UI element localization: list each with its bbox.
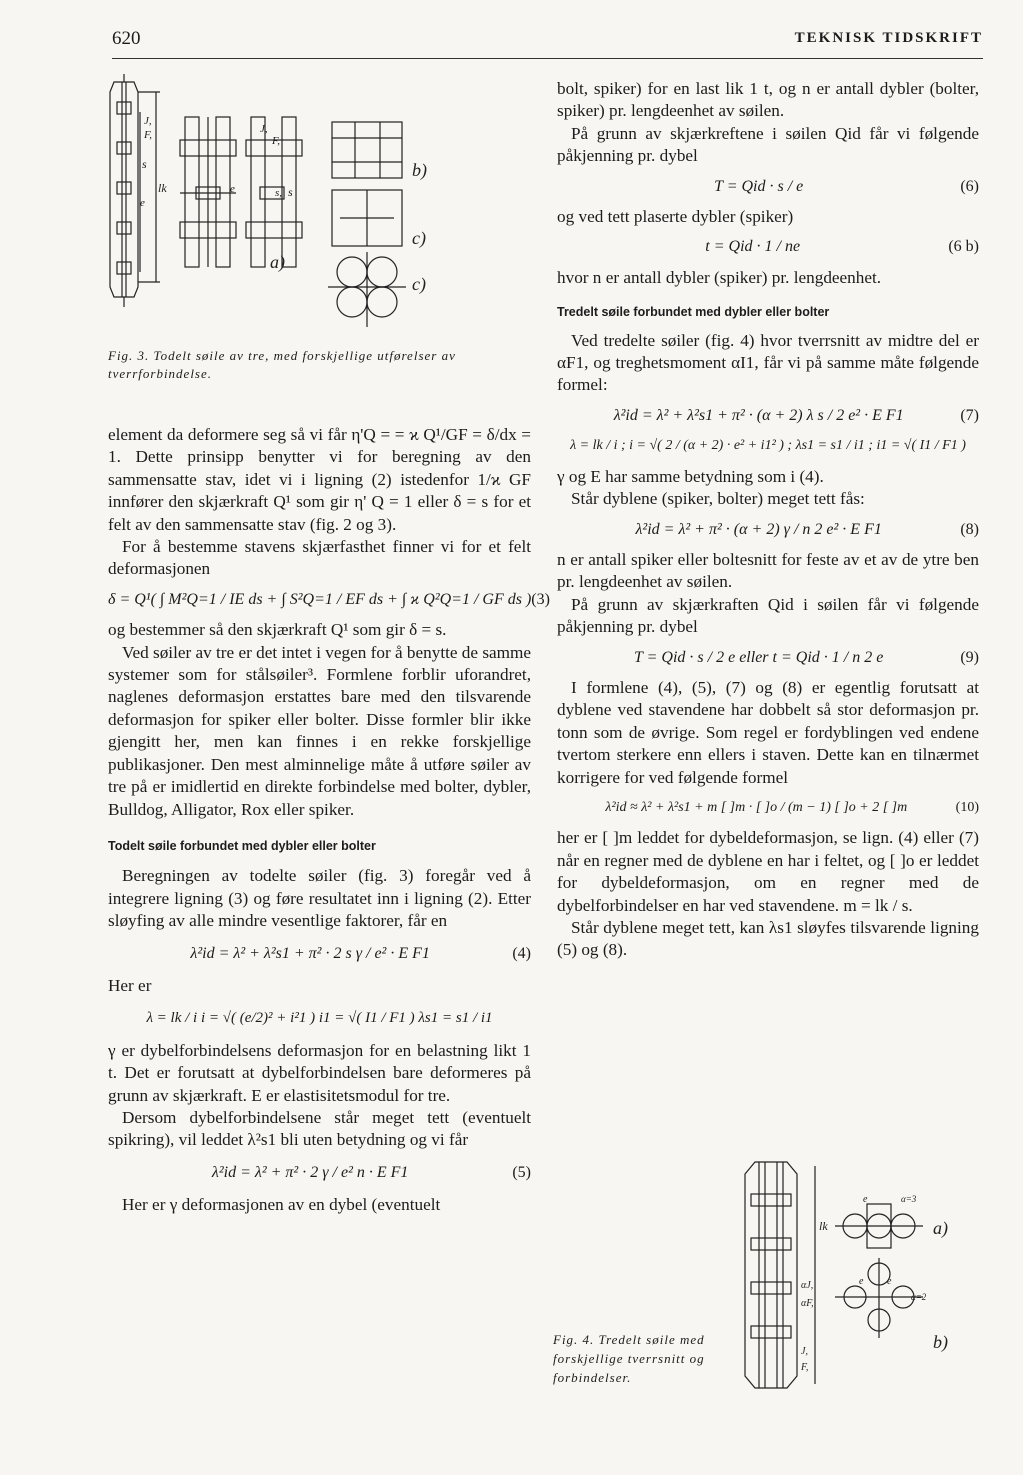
right-column xyxy=(557,78,979,962)
left-column xyxy=(108,424,550,1217)
page-number: 620 xyxy=(112,28,141,49)
equation-9-number: (9) xyxy=(960,648,979,666)
svg-text:b): b) xyxy=(933,1332,948,1352)
right-paragraph-11: her er [ ]m leddet for dybeldeformasjon, se lign. (4) eller (7) når en regner med de dyblene en har i feltet, og [ ]o er leddet for dybeldeformasjon, om en regner med de dybelforbindelser en har ved stavendene. m = lk / s. xyxy=(557,828,979,915)
figure-3 xyxy=(100,72,450,342)
equation-9 xyxy=(557,647,979,669)
svg-text:α=2: α=2 xyxy=(911,1292,927,1302)
equation-5 xyxy=(108,1162,531,1184)
equation-6b-expr: t = Qid · 1 / ne xyxy=(705,238,801,256)
svg-text:a): a) xyxy=(270,252,285,272)
right-paragraph-5: Ved tredelte søiler (fig. 4) hvor tverrsnitt av midtre del er αF1, og treghetsmoment αI1, får vi på samme måte følgende formel: xyxy=(557,330,979,395)
equation-5-number: (5) xyxy=(512,1163,531,1181)
right-paragraph-1: bolt, spiker) for en last lik 1 t, og n er antall dybler (bolter, spiker) pr. lengdeenhet av søilen. xyxy=(557,79,979,121)
equation-8 xyxy=(557,519,979,541)
equation-3 xyxy=(108,589,550,611)
figure-3-drawing xyxy=(100,72,450,342)
figure-4-drawing xyxy=(735,1158,985,1398)
svg-text:s: s xyxy=(142,157,147,171)
equation-6b-number: (6 b) xyxy=(948,238,979,256)
right-paragraph-10: I formlene (4), (5), (7) og (8) er egentlig forutsatt at dyblene ved stavendene har dobbelt så stor deformasjon pr. tonn som de øvrige. Som regel er fordyblingen ved endene tvertom sterkere enn ellers i staven. Dette kan en tilnærmet korrigere for ved følgende formel xyxy=(557,677,979,787)
equation-6b xyxy=(557,236,979,258)
svg-text:e: e xyxy=(887,1276,892,1287)
equation-4-number: (4) xyxy=(512,944,531,962)
svg-text:a): a) xyxy=(933,1218,948,1238)
svg-text:s,: s, xyxy=(275,187,283,199)
left-paragraph-1: element da deformere seg så vi får η'Q = = ϰ Q¹/GF = δ/dx = 1. Dette prinsipp benytter vi for beregning av den sammensatte stav, idet vi i ligning (2) istedenfor 1/ϰ GF innfører den skjærkraft Q¹ som gir η' Q = 1 eller δ = s for et felt av den sammensatte stav (fig. 2 og 3). xyxy=(108,425,531,534)
figure-4-caption: Fig. 4. Tredelt søile med forskjellige tverrsnitt og forbindelser. xyxy=(553,1332,705,1385)
figure-3-caption: Fig. 3. Todelt søile av tre, med forskjellige utførelser av tverrforbindelse. xyxy=(108,348,456,381)
svg-text:e: e xyxy=(230,183,235,195)
equation-6-expr: T = Qid · s / e xyxy=(714,177,804,195)
svg-text:F,: F, xyxy=(144,129,153,141)
section-heading-todelt: Todelt søile forbundet med dybler eller bolter xyxy=(108,838,376,853)
header-rule xyxy=(112,58,983,59)
equation-10-expr: λ²id ≈ λ² + λ²s1 + m [ ]m · [ ]o / (m − 1) [ ]o + 2 [ ]m xyxy=(605,799,908,815)
definitions-1 xyxy=(108,1007,531,1029)
svg-text:αJ,: αJ, xyxy=(801,1280,814,1291)
equation-3-number: (3) xyxy=(531,590,550,608)
left-paragraph-7: γ er dybelforbindelsens deformasjon for en belastning likt 1 t. Det er forutsatt at dybelforbindelsen bare deformeres på grunn av skjærkraft. E er elastisitetsmodul for tre. xyxy=(108,1040,531,1105)
journal-title: TEKNISK TIDSKRIFT xyxy=(794,30,983,46)
left-paragraph-4: Ved søiler av tre er det intet i vegen for å benytte de samme systemer som for stålsøiler³. Formlene forblir uforandret, naglenes deformasjon erstattes bare med den tilsvarende deformasjon for spiker eller bolter. Disse formler blir ikke gjengitt her, men kan finnes i en rekke forskjellige publikasjoner. Den mest alminnelige måte å utføre søiler av tre på er imidlertid en direkte forbindelse med bolter, dybler, Bulldog, Alligator, Rox eller spiker. xyxy=(108,642,531,819)
svg-text:s: s xyxy=(288,185,293,199)
svg-text:lk: lk xyxy=(158,181,167,195)
svg-text:e: e xyxy=(863,1194,868,1205)
equation-10-number: (10) xyxy=(955,799,979,815)
equation-7-expr: λ²id = λ² + λ²s1 + π² · (α + 2) λ s / 2 e² · E F1 xyxy=(613,406,904,424)
right-paragraph-7: Står dyblene (spiker, bolter) meget tett fås: xyxy=(571,489,865,509)
right-paragraph-2: På grunn av skjærkreftene i søilen Qid får vi følgende påkjenning pr. dybel xyxy=(557,123,979,166)
right-paragraph-4: hvor n er antall dybler (spiker) pr. lengdeenhet. xyxy=(557,267,882,287)
right-paragraph-12: Står dyblene meget tett, kan λs1 sløyfes tilsvarende ligning (5) og (8). xyxy=(557,918,979,960)
equation-8-expr: λ²id = λ² + π² · (α + 2) γ / n 2 e² · E F1 xyxy=(635,520,882,538)
equation-3-expr: δ = Q¹( ∫ M²Q=1 / IE ds + ∫ S²Q=1 / EF ds + ∫ ϰ Q²Q=1 / GF ds ) xyxy=(108,590,532,608)
equation-9-expr: T = Qid · s / 2 e eller t = Qid · 1 / n 2 e xyxy=(634,648,884,666)
right-paragraph-3: og ved tett plaserte dybler (spiker) xyxy=(557,207,794,227)
svg-text:J,: J, xyxy=(260,123,268,135)
right-paragraph-9: På grunn av skjærkraften Qid i søilen får vi følgende påkjenning pr. dybel xyxy=(557,594,979,637)
left-paragraph-9: Her er γ deformasjonen av en dybel (eventuelt xyxy=(122,1195,441,1215)
svg-text:F,: F, xyxy=(801,1362,809,1373)
definitions-1-expr: λ = lk / i i = √( (e/2)² + i²1 ) i1 = √( I1 / F1 ) λs1 = s1 / i1 xyxy=(146,1010,493,1027)
left-paragraph-3: og bestemmer så den skjærkraft Q¹ som gir δ = s. xyxy=(108,620,447,640)
svg-text:b): b) xyxy=(412,160,427,180)
figure-4 xyxy=(735,1158,985,1398)
left-paragraph-8: Dersom dybelforbindelsene står meget tett (eventuelt spikring), vil leddet λ²s1 bli uten betydning og vi får xyxy=(108,1107,531,1150)
equation-5-expr: λ²id = λ² + π² · 2 γ / e² n · E F1 xyxy=(211,1163,409,1181)
section-heading-tredelt: Tredelt søile forbundet med dybler eller bolter xyxy=(557,305,830,320)
equation-7 xyxy=(557,405,979,427)
equation-7-number: (7) xyxy=(960,406,979,424)
equation-4 xyxy=(108,943,531,965)
left-paragraph-6: Her er xyxy=(108,975,152,995)
definitions-2-expr: λ = lk / i ; i = √( 2 / (α + 2) · e² + i1² ) ; λs1 = s1 / i1 ; i1 = √( I1 / F1 ) xyxy=(570,438,966,454)
svg-text:α=3: α=3 xyxy=(901,1194,917,1204)
equation-8-number: (8) xyxy=(960,520,979,538)
svg-text:F,: F, xyxy=(272,135,281,147)
equation-4-expr: λ²id = λ² + λ²s1 + π² · 2 s γ / e² · E F1 xyxy=(190,944,430,962)
right-paragraph-8: n er antall spiker eller boltesnitt for feste av et av de ytre ben pr. lengdeenhet av søilen. xyxy=(557,549,979,592)
equation-6 xyxy=(557,176,979,198)
right-paragraph-6: γ og E har samme betydning som i (4). xyxy=(557,466,824,486)
definitions-2 xyxy=(557,435,979,457)
equation-6-number: (6) xyxy=(960,177,979,195)
left-paragraph-5: Beregningen av todelte søiler (fig. 3) foregår ved å integrere ligning (3) og føre resultatet inn i ligning (2). Etter sløyfing av alle mindre vesentlige faktorer, får en xyxy=(108,866,531,931)
svg-text:e: e xyxy=(859,1276,864,1287)
equation-10 xyxy=(557,797,979,819)
svg-text:c): c) xyxy=(412,274,426,294)
svg-text:lk: lk xyxy=(819,1219,828,1233)
svg-text:αF,: αF, xyxy=(801,1298,814,1309)
svg-text:J,: J, xyxy=(801,1346,808,1357)
svg-text:c): c) xyxy=(412,228,426,248)
left-paragraph-2: For å bestemme stavens skjærfasthet finner vi for et felt deformasjonen xyxy=(108,537,531,579)
svg-text:J,: J, xyxy=(144,115,152,127)
svg-text:e: e xyxy=(140,197,145,209)
